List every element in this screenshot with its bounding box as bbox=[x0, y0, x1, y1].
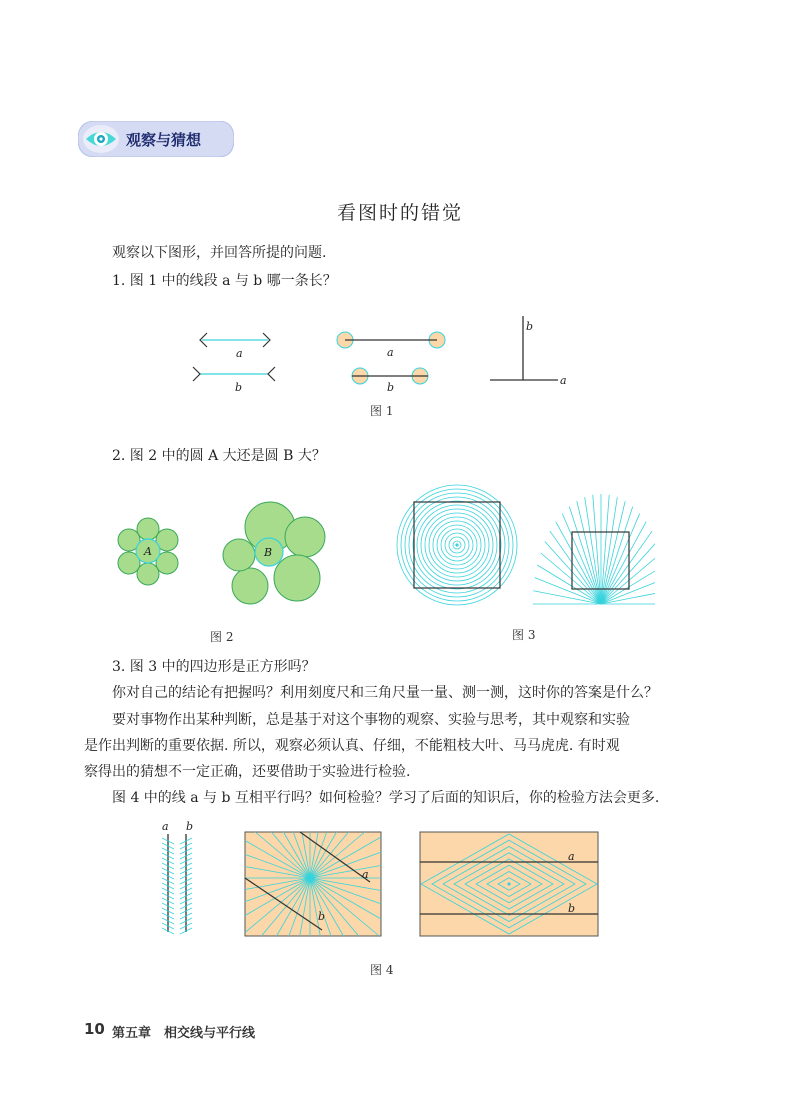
fig4-hatched-parallel-lines bbox=[162, 834, 192, 934]
page-title: 看图时的错觉 bbox=[336, 202, 463, 224]
figure-4-caption-text: 图 4 bbox=[370, 963, 394, 977]
paragraph-1: 你对自己的结论有把握吗？利用刻度尺和三角尺量一量、测一测，这时你的答案是什么？ bbox=[112, 685, 658, 701]
fig4-label-a-mid: a bbox=[362, 868, 369, 881]
fig4-label-b-left: b bbox=[186, 820, 194, 833]
page-number: 10 bbox=[84, 1020, 105, 1038]
paragraph-2-line-2: 是作出判断的重要依据. 所以，观察必须认真、仔细，不能粗枝大叶、马马虎虎. 有时观 bbox=[84, 738, 620, 754]
paragraph-2-line-1: 要对事物作出某种判断，总是基于对这个事物的观察、实验与思考，其中观察和实验 bbox=[112, 712, 630, 728]
paragraph-2-line-3: 察得出的猜想不一定正确，还要借助于实验进行检验. bbox=[84, 764, 411, 780]
eye-icon bbox=[82, 123, 120, 155]
fig1-arrow-segment-a bbox=[200, 333, 270, 347]
chapter-title: 第五章 相交线与平行线 bbox=[112, 1026, 256, 1041]
figure-3 bbox=[395, 482, 655, 612]
intro-text: 观察以下图形，并回答所提的问题. bbox=[112, 245, 327, 261]
figure-2 bbox=[100, 490, 360, 620]
section-label: 观察与猜想 bbox=[126, 131, 202, 149]
fig4-label-b-right: b bbox=[568, 902, 576, 915]
question-1: 1. 图 1 中的线段 a 与 b 哪一条长？ bbox=[112, 273, 337, 289]
fig2-label-B: B bbox=[264, 546, 273, 559]
figure-1 bbox=[180, 312, 600, 420]
fig1-label-a-right: a bbox=[560, 374, 567, 387]
fig4-label-a-left: a bbox=[162, 820, 169, 833]
fig1-label-b-left: b bbox=[235, 381, 243, 394]
figure-3-caption-text: 图 3 bbox=[512, 628, 536, 642]
figure-4 bbox=[150, 820, 610, 950]
fig1-arrow-segment-b bbox=[193, 367, 275, 381]
fig4-label-b-mid: b bbox=[318, 910, 326, 923]
fig4-label-a-right: a bbox=[568, 850, 575, 863]
fig2-label-A: A bbox=[144, 545, 152, 558]
question-3: 3. 图 3 中的四边形是正方形吗？ bbox=[112, 659, 316, 675]
fig1-label-b-right: b bbox=[526, 320, 534, 333]
figure-2-caption-text: 图 2 bbox=[210, 630, 234, 644]
fig1-label-a-left: a bbox=[236, 347, 243, 360]
figure-1-caption: 图 1 bbox=[370, 404, 394, 418]
question-2: 2. 图 2 中的圆 A 大还是圆 B 大？ bbox=[112, 448, 326, 464]
fig1-label-b-mid: b bbox=[387, 381, 395, 394]
fig3-radiating-lines bbox=[533, 494, 655, 604]
fig1-t-shape bbox=[490, 316, 558, 380]
fig3-concentric-circles bbox=[397, 485, 517, 605]
paragraph-3: 图 4 中的线 a 与 b 互相平行吗？如何检验？学习了后面的知识后，你的检验方法会更多. bbox=[112, 790, 660, 806]
fig1-label-a-mid: a bbox=[387, 346, 394, 359]
